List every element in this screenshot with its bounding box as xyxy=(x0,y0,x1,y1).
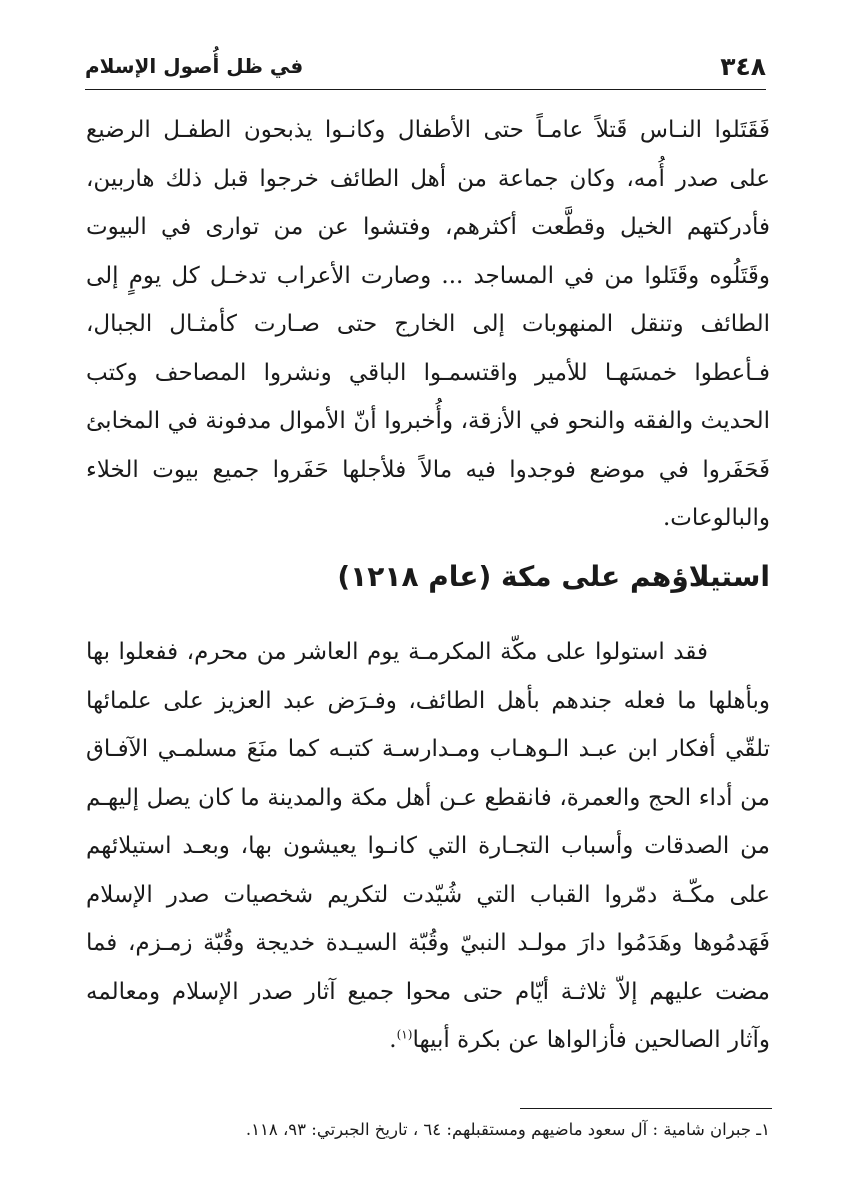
page-number: ٣٤٨ xyxy=(720,51,766,81)
running-title: في ظل أُصول الإسلام xyxy=(85,54,304,78)
paragraph-mecca-end: . xyxy=(389,1027,397,1053)
paragraph-mecca xyxy=(86,628,770,1065)
paragraph-mecca-text: فقد استولوا على مكّة المكرمـة يوم العاشر من محرم، ففعلوا بها وبأهلها ما فعله جندهم بأهل الطائف، وفـرَض عبد العزيز على علمائها تلقّي أفكار ابن عبـد الـوهـاب ومـدارسـة كتبـه كما منَعَ مسلمـي الآفـاق من أداء الحج والعمرة، فانقطع عـن أهل مكة والمدينة ما كان يصل إليهـم من الصدقات وأسباب التجـارة التي كانـوا يعيشون بها، وبعـد استيلائهم على مكّـة دمّروا القباب التي شُيّدت لتكريم شخصيات صدر الإسلام فَهَدمُوها وهَدَمُوا دارَ مولـد النبيّ وقُبّة السيـدة خديجة وقُبّة زمـزم، فما مضت عليهم إلاّ ثلاثـة أيّام حتى محوا جميع آثار صدر الإسلام ومعالمه وآثار الصالحين فأزالواها عن بكرة أبيها xyxy=(86,639,770,1053)
section-heading: استيلاؤهم على مكة (عام ١٢١٨) xyxy=(337,560,770,593)
footnote-rule xyxy=(520,1108,772,1109)
paragraph-taif: فَقَتَلوا النـاس قَتلاً عامـاً حتى الأطفال وكانـوا يذبحون الطفـل الرضيع على صدر أُمه، وكان جماعة من أهل الطائف خرجوا قبل ذلك هاربين، فأدركتهم الخيل وقطَّعت أكثرهم، وفتشوا عن من توارى في البيوت وقَتَلُوه وقَتَلوا من في المساجد ... وصارت الأعراب تدخـل كل يومٍ إلى الطائف وتنقل المنهوبات إلى الخارج حتى صـارت كأمثـال الجبال، فـأعطوا خمسَهـا للأمير واقتسمـوا الباقي ونشروا المصاحف وكتب الحديث والفقه والنحو في الأزقة، وأُخبروا أنّ الأموال مدفونة في المخابئ فَحَفَروا في موضع فوجدوا فيه مالاً فلأجلها حَفَروا جميع بيوت الخلاء والبالوعات. xyxy=(86,117,770,531)
footnote: ١ـ جبران شامية : آل سعود ماضيهم ومستقبلهم: ٦٤ ، تاريخ الجبرتي: ٩٣، ١١٨. xyxy=(245,1120,770,1139)
header-rule xyxy=(85,89,766,90)
footnote-marker[interactable]: (١) xyxy=(396,1027,413,1042)
running-head xyxy=(85,44,766,88)
